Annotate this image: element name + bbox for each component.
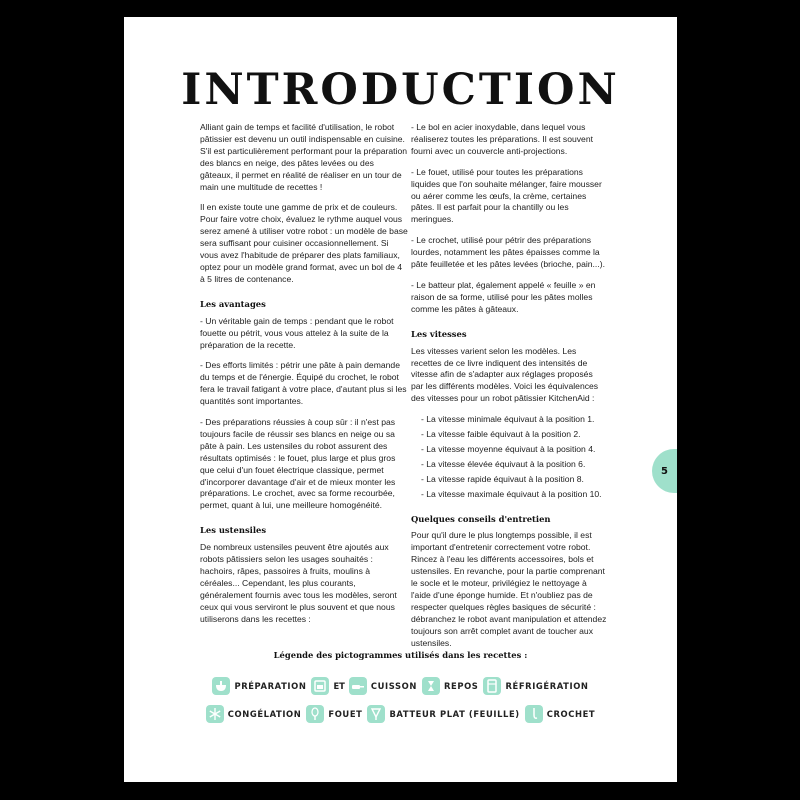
ustensiles-heading: Les ustensiles [200,525,267,536]
list-item: - La vitesse maximale équivaut à la position 10. [421,488,602,499]
intro-paragraph-1: Alliant gain de temps et facilité d'utilisation, le robot pâtissier est devenu un outil indispensable en cuisine. S'il est particulièrement performant pour la préparation des blancs en neige, des pâtes levées ou des gâteaux, il permet en réalité de réaliser en un tour de main une multitude de recettes ! [200,122,408,192]
right-column [411,122,607,659]
entretien-heading: Quelques conseils d'entretien [411,513,551,524]
legend-row-1 [124,677,677,695]
legend-row-2 [124,705,677,723]
list-item: - La vitesse minimale équivaut à la position 1. [421,414,595,425]
list-item: - La vitesse rapide équivaut à la position 8. [421,473,584,484]
fridge-icon [483,677,501,695]
list-item: - La vitesse élevée équivaut à la position 6. [421,458,586,469]
avantages-heading: Les avantages [200,298,266,309]
left-column [200,122,408,635]
legend-item-congelation: CONGÉLATION [206,705,302,723]
book-page [124,17,677,782]
legend-title: Légende des pictogrammes utilisés dans les recettes : [273,650,528,660]
avantages-paragraph-2: - Des efforts limités : pétrir une pâte à pain demande du temps et de l'énergie. Équipé du crochet, le robot fera le travail fatigant à votre place, d'autant plus si les quantités sont importantes. [200,360,407,407]
list-item: - La vitesse faible équivaut à la position 2. [421,429,581,440]
vitesses-heading: Les vitesses [411,328,467,339]
page-number-tab [652,449,677,493]
page-title: INTRODUCTION [181,65,620,115]
tools-paragraph-3: - Le crochet, utilisé pour pétrir des préparations lourdes, notamment les pâtes épaisses comme la pâte feuilletée et les pâtes levées (brioche, pain...). [411,235,605,270]
hook-icon [525,705,543,723]
whisk-icon [306,705,324,723]
intro-paragraph-2: Il en existe toute une gamme de prix et de couleurs. Pour faire votre choix, évaluez le rythme auquel vous serez amené à utiliser votre robot : un modèle de base sera suffisant pour cuisiner occasionnellement. Si vous avez l'habitude de préparer des plats familiaux, optez pour un modèle grand format, avec un bol de 4 à 5 litres de contenance. [200,202,408,284]
legend-item-batteur: BATTEUR PLAT (FEUILLE) [367,705,519,723]
legend-item-crochet: CROCHET [525,705,596,723]
snowflake-icon [206,705,224,723]
speeds-list [411,414,607,500]
legend-item-refrigeration: RÉFRIGÉRATION [483,677,588,695]
list-item: - La vitesse moyenne équivaut à la position 4. [421,443,596,454]
oven-icon [311,677,329,695]
entretien-paragraph-1: Pour qu'il dure le plus longtemps possible, il est important d'entretenir correctement votre robot. Rincez à l'eau les différents accessoires, bols et ustensiles. En revanche, pour la partie comprenant le socle et le moteur, privilégiez le nettoyage à l'aide d'une éponge humide. Et n'oubliez pas de respecter quelques règles basiques de sécurité : débranchez le robot avant manipulation et attendez toujours son arrêt complet avant de toucher aux ustensiles. [411,530,607,648]
beater-icon [367,705,385,723]
legend-item-repos: REPOS [422,677,478,695]
page-number: 5 [661,465,668,477]
tools-paragraph-1: - Le bol en acier inoxydable, dans lequel vous réaliserez toutes les préparations. Il est souvent fourni avec un couvercle anti-projections. [411,122,593,156]
bowl-icon [212,677,230,695]
legend-item-cuisson: ET CUISSON [311,677,417,695]
tools-paragraph-4: - Le batteur plat, également appelé « feuille » en raison de sa forme, utilisé pour les pâtes molles comme les pâtes à gâteaux. [411,279,596,314]
avantages-paragraph-1: - Un véritable gain de temps : pendant que le robot fouette ou pétrit, vous vous attelez à la suite de la préparation de la recette. [200,315,394,350]
vitesses-paragraph-1: Les vitesses varient selon les modèles. Les recettes de ce livre indiquent des intensités de vitesse afin de s'adapter aux réglages proposés par les différents modèles. Voici les équivalences des vitesses pour un robot pâtissier KitchenAid : [411,345,599,404]
avantages-paragraph-3: - Des préparations réussies à coup sûr : il n'est pas toujours facile de réussir ses blancs en neige ou sa pâte à pain. Les ustensiles du robot assurent des résultats optimisés : le fouet, plus large et plus gros que celui d'un fouet électrique classique, permet d'incorporer davantage d'air et de mieux monter les préparations. Le crochet, avec sa forme recourbée, permet, quant à lui, une meilleure homogénéité. [200,417,396,511]
ustensiles-paragraph-1: De nombreux ustensiles peuvent être ajoutés aux robots pâtissiers selon les usages souhaités : hachoirs, râpes, passoires à fruits, moulins à céréales... Cependant, les plus courants, généralement fournis avec tous les modèles, seront ceux qui vous serviront le plus souvent et que nous utiliserons dans les recettes : [200,542,397,624]
legend-item-preparation: PRÉPARATION [212,677,306,695]
rest-icon [422,677,440,695]
legend-separator: ET [333,681,345,691]
legend-item-fouet: FOUET [306,705,362,723]
pan-icon [349,677,367,695]
tools-paragraph-2: - Le fouet, utilisé pour toutes les préparations liquides que l'on souhaite mélanger, faire mousser ou aérer comme les œufs, la crème, certaines pâtes. Il est parfait pour la chantilly ou les meringues. [411,166,602,225]
